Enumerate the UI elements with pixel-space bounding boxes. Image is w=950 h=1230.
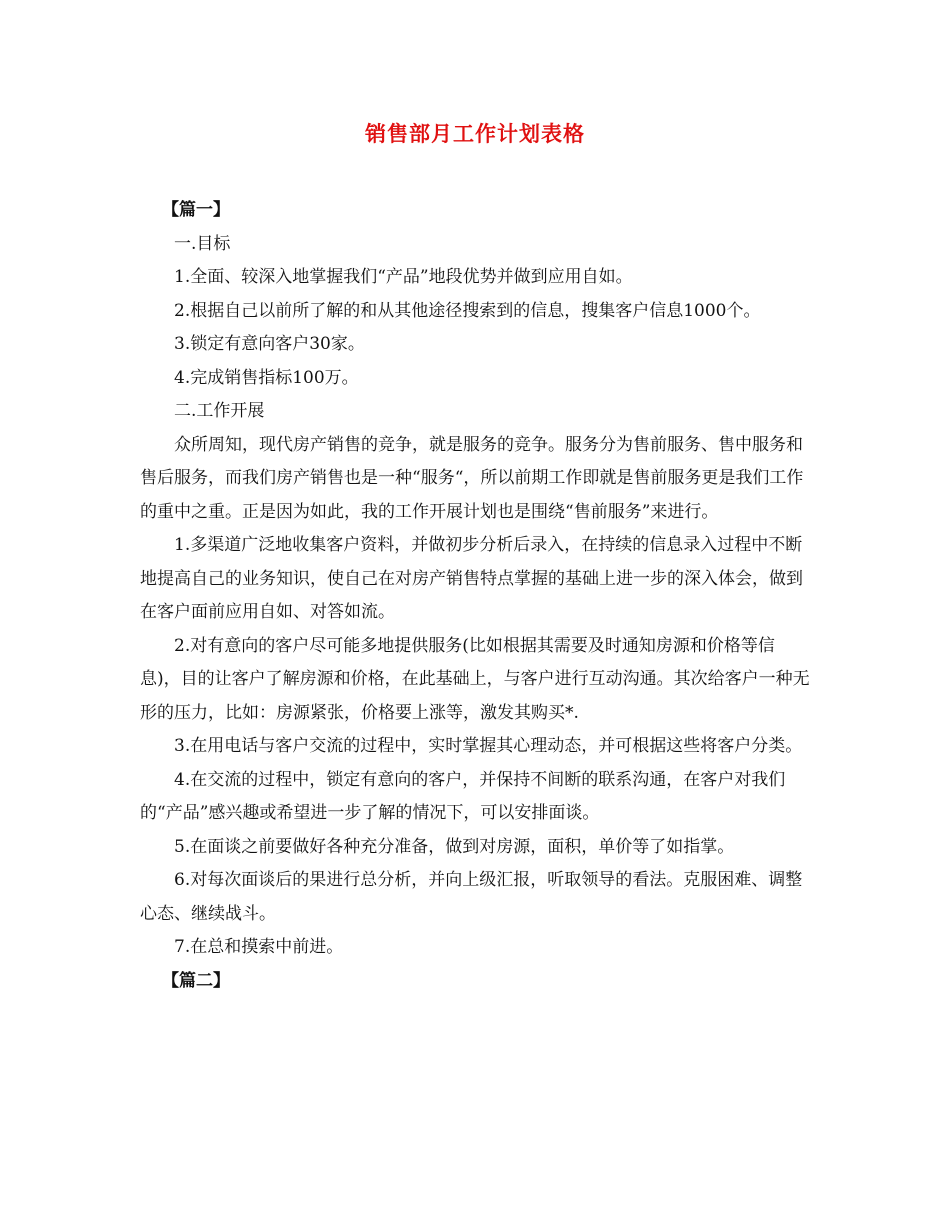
work-item-4: 4.在交流的过程中，锁定有意向的客户，并保持不间断的联系沟通，在客户对我们的“产品”感兴趣或希望进一步了解的情况下，可以安排面谈。 xyxy=(140,769,786,823)
heading-goals: 一.目标 xyxy=(174,233,231,254)
work-item-5: 5.在面谈之前要做好各种充分准备，做到对房源，面积，单价等了如指掌。 xyxy=(174,836,735,857)
goal-item-3: 3.锁定有意向客户30家。 xyxy=(174,334,365,354)
goal-item-2: 2.根据自己以前所了解的和从其他途径搜索到的信息，搜集客户信息1000个。 xyxy=(174,300,761,321)
work-item-2: 2.对有意向的客户尽可能多地提供服务(比如根据其需要及时通知房源和价格等信息)，目的让客户了解房源和价格，在此基础上，与客户进行互动沟通。其次给客户一种无形的压力，比如：房源紧张，价格要上涨等，激发其购买*. xyxy=(140,635,810,723)
work-item-7: 7.在总和摸索中前进。 xyxy=(174,937,344,957)
work-item-6: 6.对每次面谈后的果进行总分析，并向上级汇报，听取领导的看法。克服困难、调整心态、继续战斗。 xyxy=(140,870,803,924)
document-body xyxy=(140,194,812,998)
heading-work-plan: 二.工作开展 xyxy=(174,401,265,421)
paragraph-intro: 众所周知，现代房产销售的竞争，就是服务的竞争。服务分为售前服务、售中服务和售后服务，而我们房产销售也是一种“服务“，所以前期工作即就是售前服务更是我们工作的重中之重。正是因为如此，我的工作开展计划也是围绕“售前服务”来进行。 xyxy=(140,434,804,522)
goal-item-1: 1.全面、较深入地掌握我们“产品”地段优势并做到应用自如。 xyxy=(174,267,633,287)
section-heading-part-one: 【篇一】 xyxy=(162,200,230,220)
work-item-1: 1.多渠道广泛地收集客户资料，并做初步分析后录入，在持续的信息录入过程中不断地提高自己的业务知识，使自己在对房产销售特点掌握的基础上进一步的深入体会，做到在客户面前应用自如、对答如流。 xyxy=(140,535,803,622)
goal-item-4: 4.完成销售指标100万。 xyxy=(174,367,359,388)
section-heading-part-two: 【篇二】 xyxy=(162,970,230,991)
work-item-3: 3.在用电话与客户交流的过程中，实时掌握其心理动态，并可根据这些将客户分类。 xyxy=(174,736,803,756)
document-title: 销售部月工作计划表格 xyxy=(365,121,585,146)
